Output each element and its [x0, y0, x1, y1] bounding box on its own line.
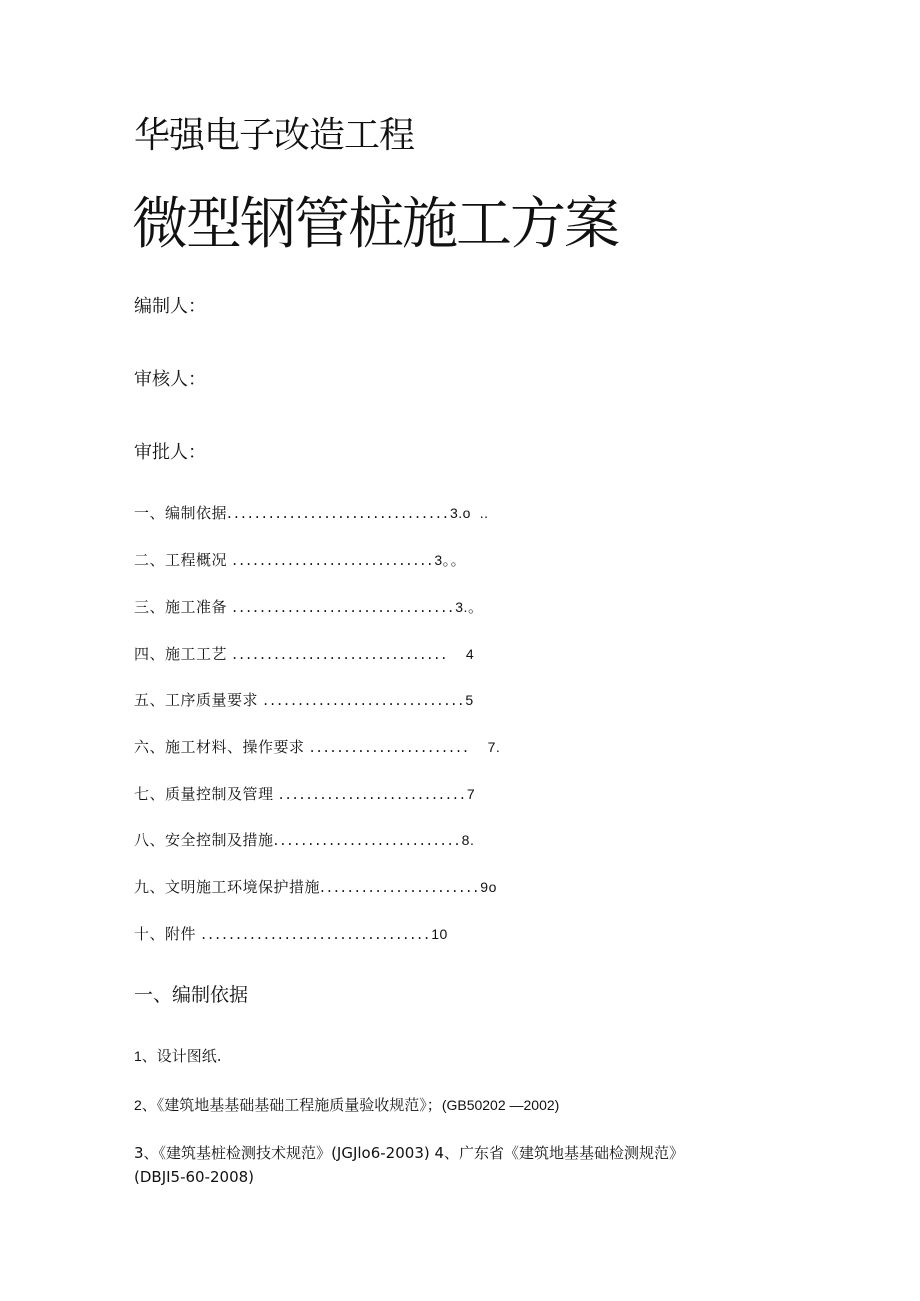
- toc-item-page: 9o: [480, 879, 497, 895]
- reference-code: (GB50202 —2002): [441, 1097, 560, 1113]
- toc-item-dots: ................................: [232, 598, 456, 616]
- toc-item-dots: ...........................: [273, 831, 462, 849]
- reference-item: [134, 1044, 222, 1068]
- toc-item-page: 3.o: [450, 505, 471, 521]
- toc-item-dots: .............................: [263, 691, 466, 709]
- reference-code: (DBJI5-60-2008): [134, 1168, 255, 1186]
- toc-item-dots: .............................: [232, 551, 435, 569]
- toc-item-page: 8.: [461, 832, 475, 848]
- reference-code: (JGJlo6-2003) 4: [331, 1144, 445, 1162]
- section-heading: 一、编制依据: [134, 984, 249, 1006]
- toc-item-label: 一、编制依据: [134, 504, 228, 522]
- reference-text: 、设计图纸.: [141, 1047, 222, 1065]
- toc-item[interactable]: [134, 502, 489, 524]
- reference-number: 2: [134, 1097, 142, 1113]
- toc-item-label: 二、工程概况: [134, 551, 233, 569]
- toc-item[interactable]: [134, 689, 474, 711]
- reference-item: [134, 1093, 559, 1117]
- author-label: 编制人：: [134, 296, 206, 317]
- toc-item[interactable]: [134, 829, 474, 851]
- reference-number: 1: [134, 1048, 142, 1064]
- toc-item-page: 3: [434, 552, 443, 568]
- toc-item[interactable]: [134, 643, 474, 665]
- toc-item-page: 7: [466, 786, 476, 802]
- reference-text: 、《建筑基桩检测技术规范》: [143, 1144, 332, 1162]
- toc-item-label: 十、附件: [134, 925, 202, 943]
- approver-label: 审批人：: [134, 442, 206, 463]
- toc-item-page: 5: [465, 692, 474, 708]
- toc-item-page: 10: [431, 926, 448, 942]
- toc-item-page: 3.: [455, 599, 468, 615]
- toc-item-label: 八、安全控制及措施: [134, 831, 274, 849]
- toc-item[interactable]: [134, 596, 483, 618]
- toc-item-dots: .................................: [201, 925, 432, 943]
- toc-item[interactable]: [134, 736, 500, 758]
- toc-item-suffix: 。: [467, 598, 484, 616]
- reference-text: 、《建筑地基基础基础工程施质量验收规范》；: [141, 1096, 442, 1114]
- toc-item-label: 九、文明施工环境保护措施: [134, 878, 321, 896]
- toc-item[interactable]: [134, 876, 497, 898]
- toc-item-dots: ...............................: [232, 645, 449, 663]
- reviewer-label: 审核人：: [134, 369, 206, 390]
- toc-item-label: 七、质量控制及管理: [134, 785, 279, 803]
- toc-item-page: 4: [448, 646, 475, 662]
- toc-item[interactable]: [134, 549, 466, 571]
- toc-item-label: 六、施工材料、操作要求: [134, 738, 310, 756]
- toc-item[interactable]: [134, 783, 475, 805]
- reference-number: 3: [134, 1144, 144, 1162]
- toc-item-label: 四、施工工艺: [134, 645, 233, 663]
- reference-text: 、广东省《建筑地基基础检测规范》: [444, 1144, 685, 1162]
- reference-item: [134, 1141, 774, 1189]
- toc-item-page: 7.: [470, 739, 501, 755]
- toc-item-dots: .......................: [320, 878, 481, 896]
- toc-item-label: 三、施工准备: [134, 598, 233, 616]
- toc-item-dots: ................................: [227, 504, 450, 522]
- project-title: 华强电子改造工程: [134, 115, 415, 156]
- toc-item-suffix: 。。: [442, 551, 467, 569]
- main-title: 微型钢管桩施工方案: [132, 192, 618, 257]
- toc-item-dots: .......................: [309, 738, 471, 756]
- toc-item-dots: ...........................: [278, 785, 467, 803]
- toc-item[interactable]: [134, 923, 448, 945]
- toc-item-suffix: ..: [470, 505, 489, 521]
- toc-item-label: 五、工序质量要求: [134, 691, 264, 709]
